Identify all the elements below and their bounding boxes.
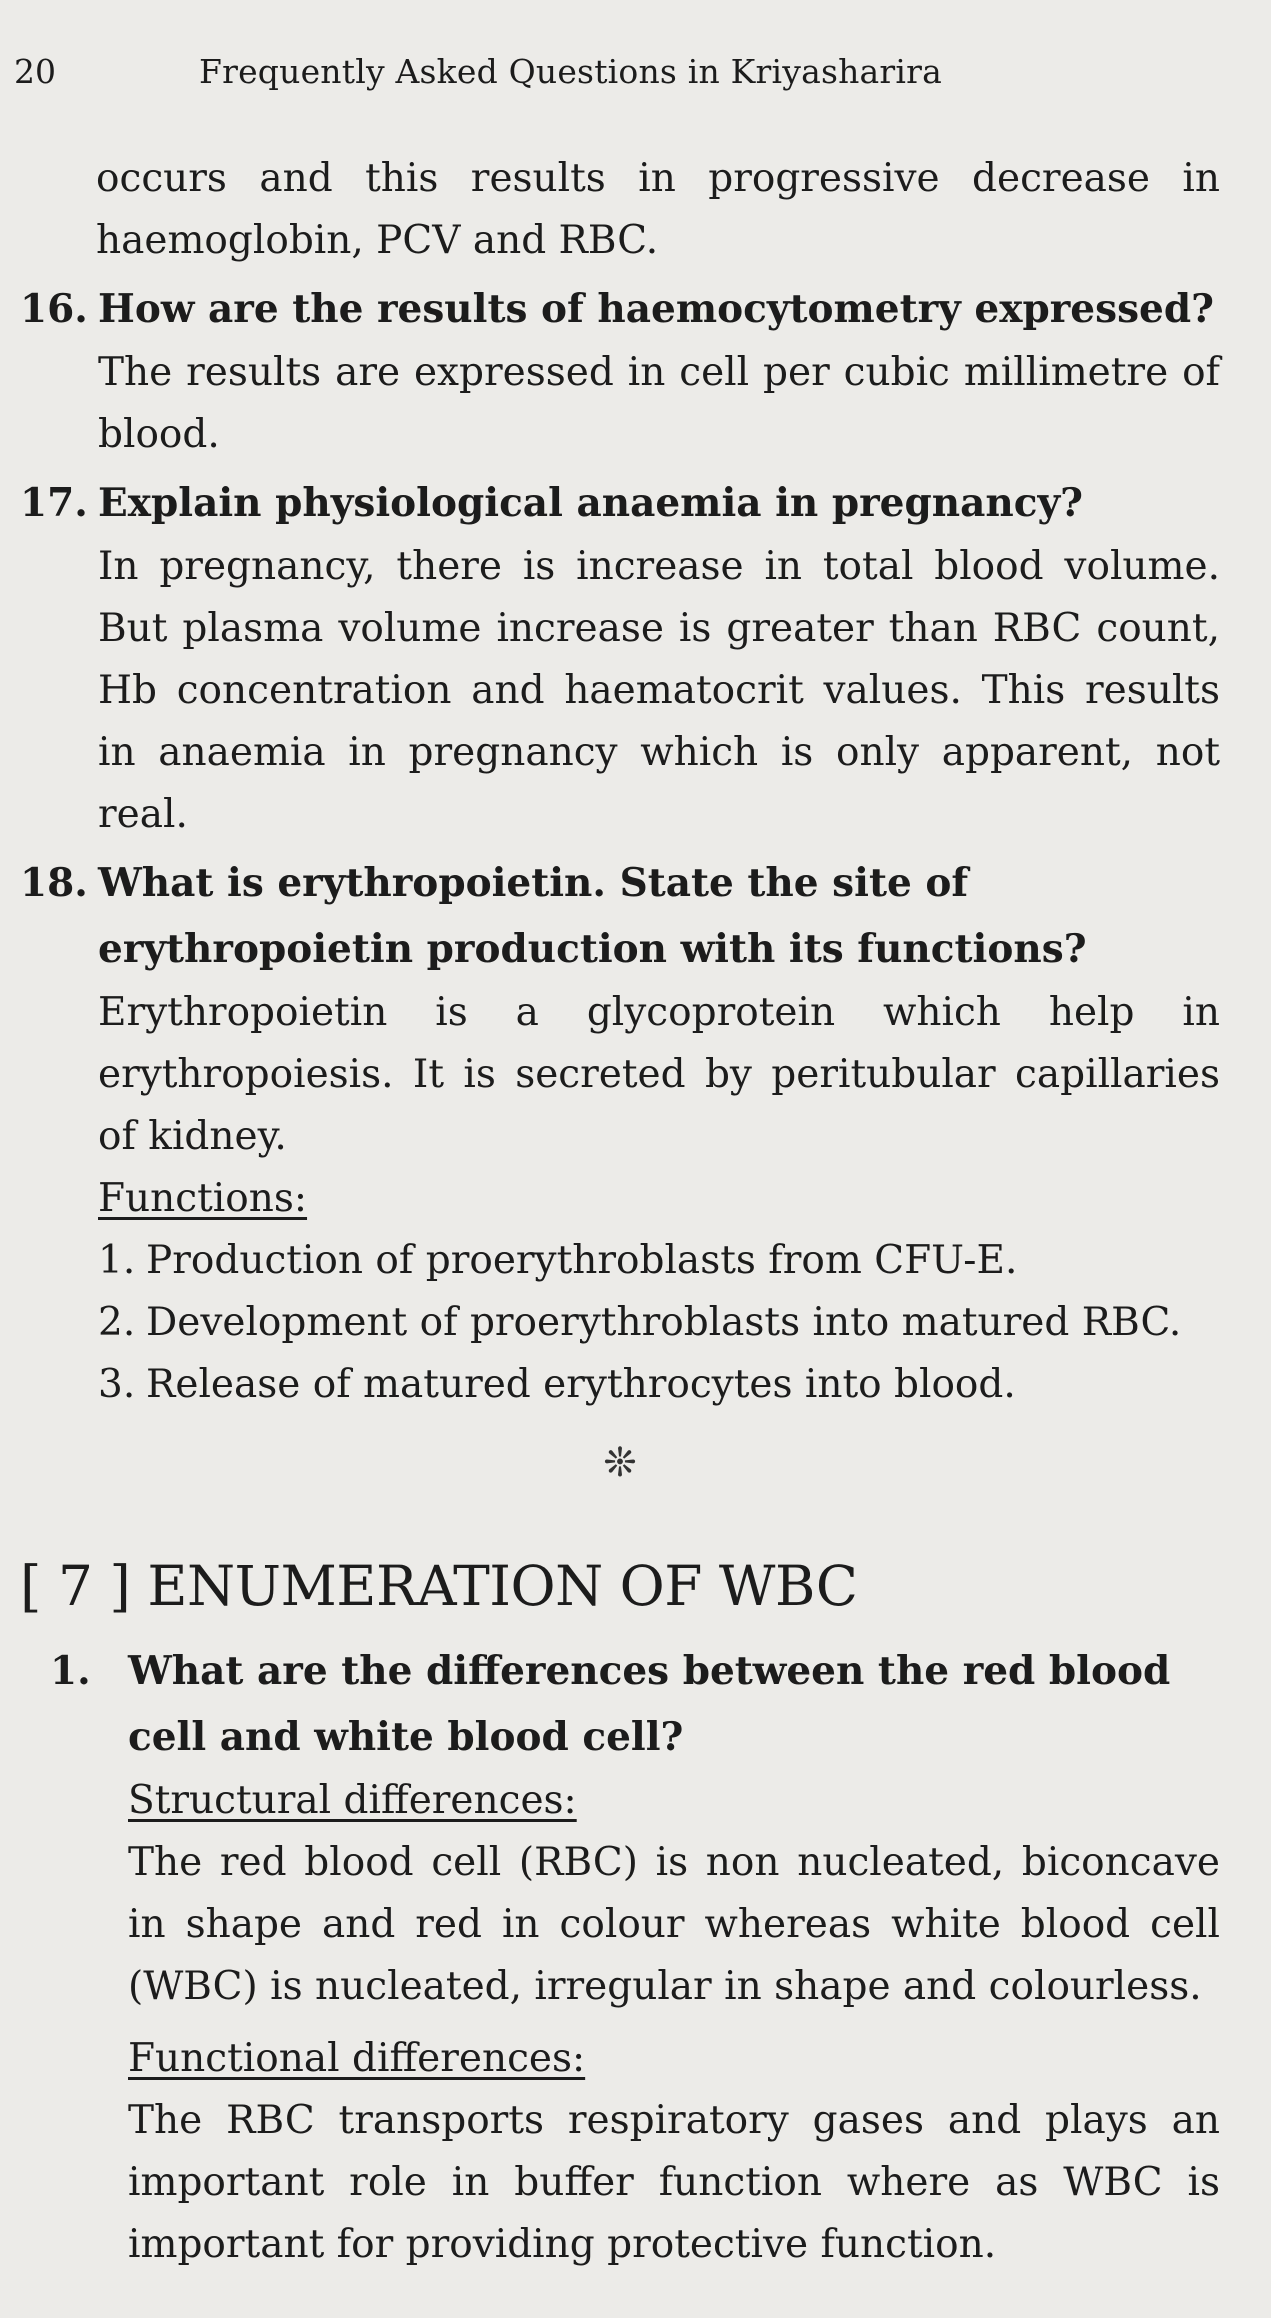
section-title: [ 7 ] ENUMERATION OF WBC	[20, 1554, 858, 1618]
functional-heading: Functional differences:	[128, 2036, 586, 2081]
question-number: 18.	[20, 860, 88, 906]
list-item: 3. Release of matured erythrocytes into blood.	[98, 1362, 1016, 1407]
running-title: Frequently Asked Questions in Kriyasharira	[199, 52, 942, 91]
question-text: What is erythropoietin. State the site of erythropoietin production with its functions?	[98, 860, 1087, 972]
functional-text: The RBC transports respiratory gases and plays an important role in buffer function where as WBC is important for providing protective function.	[128, 2098, 1220, 2267]
answer-text: In pregnancy, there is increase in total blood volume. But plasma volume increase is greater than RBC count, Hb concentration and haematocrit values. This results in anaemia in pregnancy which is only apparent, not real.	[98, 544, 1220, 837]
answer-text: Erythropoietin is a glycoprotein which help in erythropoiesis. It is secreted by peritubular capillaries of kidney.	[98, 990, 1220, 1159]
list-item: 1. Production of proerythroblasts from CFU-E.	[98, 1238, 1018, 1283]
question-16	[20, 276, 1220, 466]
question-number: 17.	[20, 480, 88, 526]
structural-heading: Structural differences:	[128, 1778, 577, 1823]
page-number: 20	[14, 52, 56, 91]
functions-heading: Functions:	[98, 1176, 308, 1221]
question-number: 16.	[20, 286, 88, 332]
section-ornament: ❊	[603, 1440, 637, 1486]
list-item: 2. Development of proerythroblasts into matured RBC.	[98, 1300, 1182, 1345]
question-number: 1.	[50, 1648, 91, 1694]
question-text: What are the differences between the red blood cell and white blood cell?	[128, 1648, 1171, 1760]
page-content	[20, 148, 1220, 2276]
question-text: Explain physiological anaemia in pregnancy?	[98, 480, 1083, 526]
question-18	[20, 850, 1220, 1416]
question-text: How are the results of haemocytometry expressed?	[98, 286, 1214, 332]
answer-text: The results are expressed in cell per cubic millimetre of blood.	[98, 350, 1220, 457]
functions-list	[98, 1230, 1220, 1416]
continuation-text: occurs and this results in progressive decrease in haemoglobin, PCV and RBC.	[96, 156, 1220, 263]
question-17	[20, 470, 1220, 846]
section-wbc	[20, 1546, 1220, 2276]
structural-text: The red blood cell (RBC) is non nucleated, biconcave in shape and red in colour whereas white blood cell (WBC) is nucleated, irregular in shape and colourless.	[128, 1840, 1220, 2009]
